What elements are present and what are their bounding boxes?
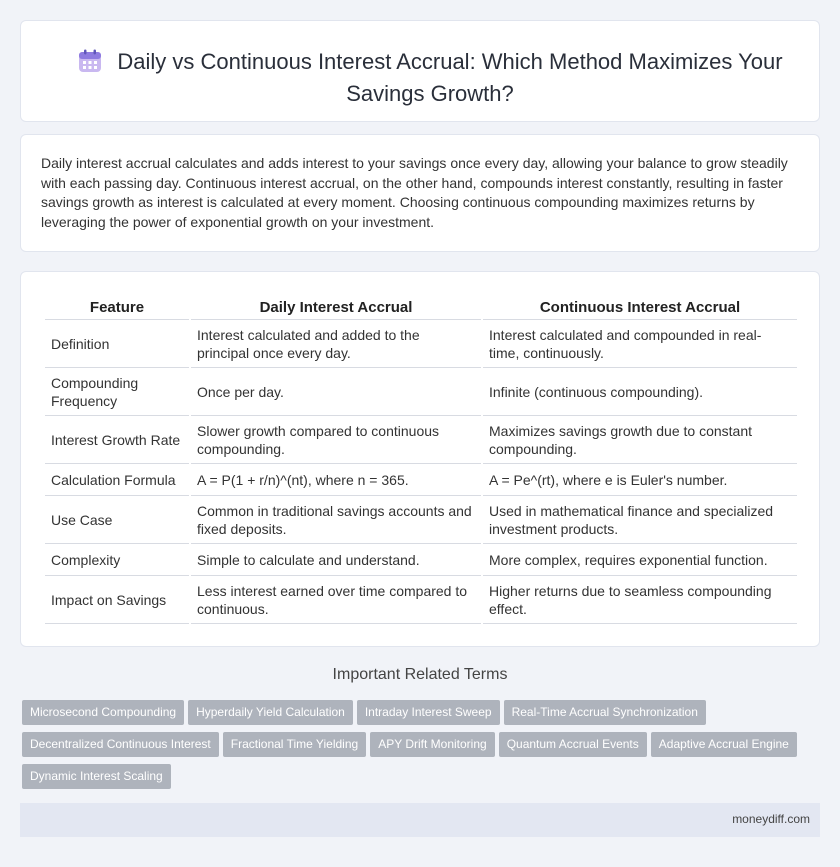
title-row [61, 47, 799, 108]
daily-cell: Simple to calculate and understand. [191, 544, 481, 576]
continuous-cell: More complex, requires exponential function. [483, 544, 797, 576]
daily-cell: Less interest earned over time compared to continuous. [191, 576, 481, 624]
daily-cell: Common in traditional savings accounts and fixed deposits. [191, 496, 481, 544]
table-row [45, 496, 797, 544]
related-terms-list [22, 700, 822, 796]
related-term-tag[interactable]: Dynamic Interest Scaling [22, 764, 171, 789]
calendar-icon [77, 48, 103, 79]
daily-cell: Once per day. [191, 368, 481, 416]
comparison-table [43, 296, 799, 624]
intro-card [20, 134, 820, 252]
daily-cell: Interest calculated and added to the principal once every day. [191, 320, 481, 368]
table-row [45, 464, 797, 496]
feature-cell: Definition [45, 320, 189, 368]
table-row [45, 576, 797, 624]
related-term-tag[interactable]: Real-Time Accrual Synchronization [504, 700, 706, 725]
feature-cell: Impact on Savings [45, 576, 189, 624]
header-daily: Daily Interest Accrual [191, 296, 481, 320]
feature-cell: Compounding Frequency [45, 368, 189, 416]
title-card [20, 20, 820, 122]
continuous-cell: Maximizes savings growth due to constant compounding. [483, 416, 797, 464]
comparison-card [20, 271, 820, 647]
continuous-cell: Interest calculated and compounded in real-time, continuously. [483, 320, 797, 368]
header-continuous: Continuous Interest Accrual [483, 296, 797, 320]
daily-cell: Slower growth compared to continuous compounding. [191, 416, 481, 464]
footer [20, 803, 820, 837]
related-term-tag[interactable]: Hyperdaily Yield Calculation [188, 700, 353, 725]
table-row [45, 544, 797, 576]
continuous-cell: Infinite (continuous compounding). [483, 368, 797, 416]
related-terms-title: Important Related Terms [332, 666, 508, 683]
related-term-tag[interactable]: Microsecond Compounding [22, 700, 184, 725]
related-term-tag[interactable]: Quantum Accrual Events [499, 732, 647, 757]
table-row [45, 320, 797, 368]
continuous-cell: Used in mathematical finance and specialized investment products. [483, 496, 797, 544]
intro-paragraph: Daily interest accrual calculates and adds interest to your savings once every day, allowing your balance to grow steadily with each passing day. Continuous interest accrual, on the other hand, compounds interest constantly, resulting in faster savings growth as interest is calculated at every moment. Choosing continuous compounding maximizes returns by leveraging the power of exponential growth on your investment. [41, 155, 788, 230]
continuous-cell: A = Pe^(rt), where e is Euler's number. [483, 464, 797, 496]
daily-cell: A = P(1 + r/n)^(nt), where n = 365. [191, 464, 481, 496]
related-term-tag[interactable]: Adaptive Accrual Engine [651, 732, 797, 757]
table-row [45, 416, 797, 464]
table-header-row [45, 296, 797, 320]
feature-cell: Calculation Formula [45, 464, 189, 496]
continuous-cell: Higher returns due to seamless compounding effect. [483, 576, 797, 624]
table-row [45, 368, 797, 416]
feature-cell: Complexity [45, 544, 189, 576]
header-feature: Feature [45, 296, 189, 320]
footer-site-link[interactable]: moneydiff.com [732, 812, 810, 826]
feature-cell: Interest Growth Rate [45, 416, 189, 464]
related-term-tag[interactable]: APY Drift Monitoring [370, 732, 495, 757]
related-term-tag[interactable]: Fractional Time Yielding [223, 732, 366, 757]
feature-cell: Use Case [45, 496, 189, 544]
page-title: Daily vs Continuous Interest Accrual: Which Method Maximizes Your Savings Growth? [117, 49, 783, 106]
related-term-tag[interactable]: Decentralized Continuous Interest [22, 732, 219, 757]
related-term-tag[interactable]: Intraday Interest Sweep [357, 700, 500, 725]
